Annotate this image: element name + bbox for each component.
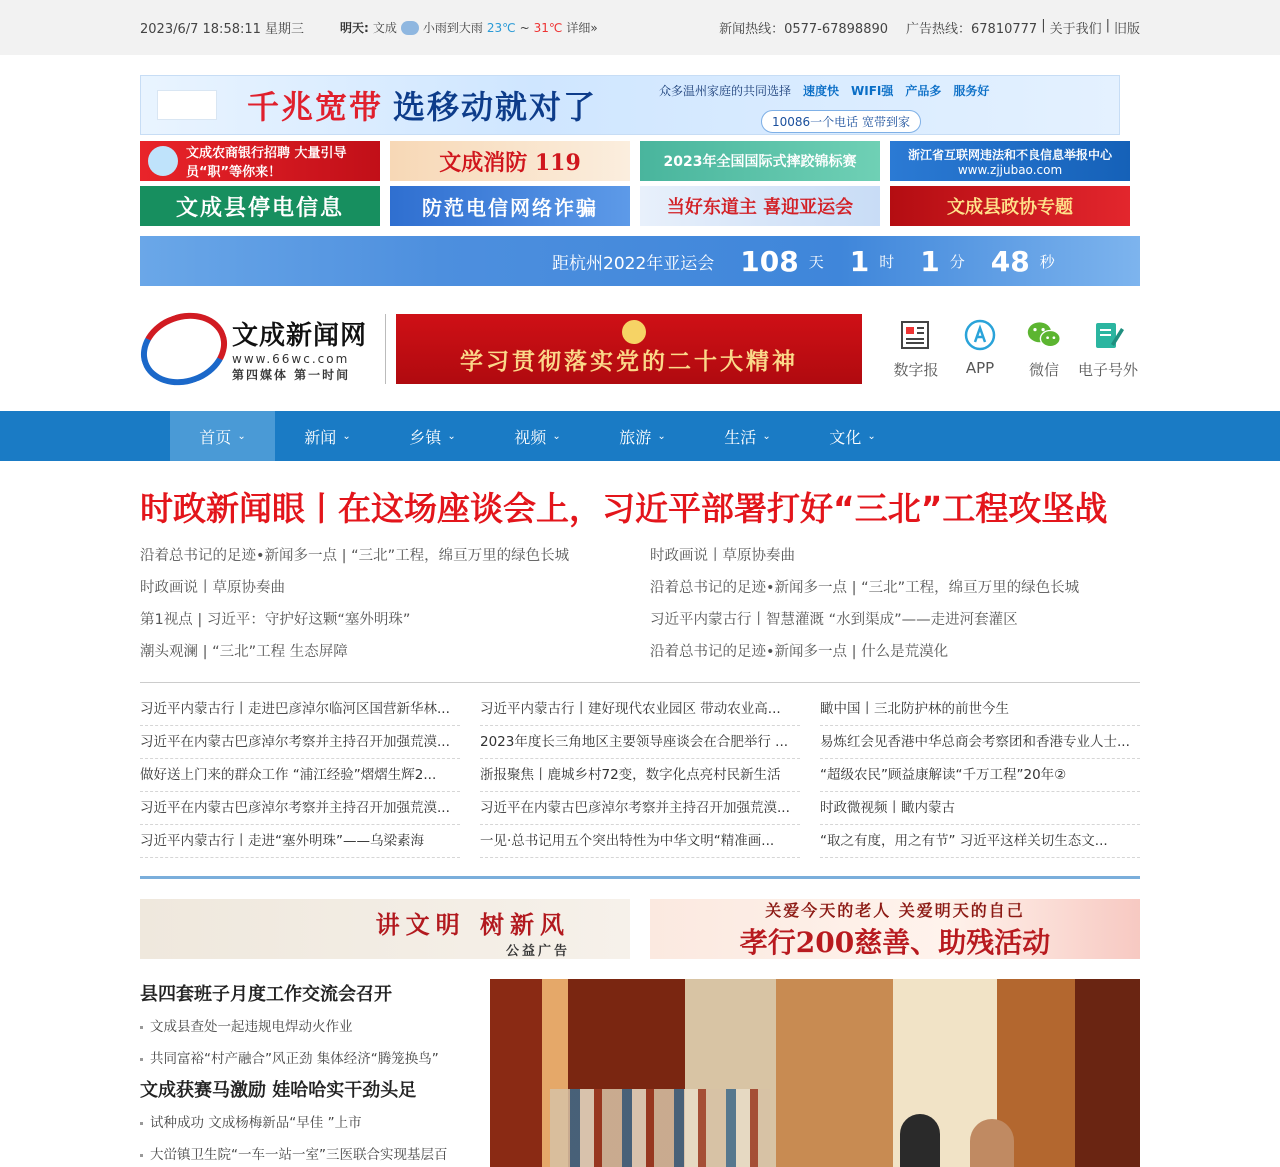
news-item[interactable]: “取之有度，用之有节” 习近平这样关切生态文... [820,825,1140,858]
local-news-list [140,979,490,1167]
countdown-minutes: 1 [920,244,940,278]
news-item[interactable]: 习近平在内蒙古巴彦淖尔考察并主持召开加强荒漠... [480,792,800,825]
news-item[interactable]: 时政微视频丨瞰内蒙古 [820,792,1140,825]
sub-link[interactable]: 沿着总书记的足迹•新闻多一点 | 什么是荒漠化 [650,644,949,660]
app-link-app[interactable] [948,317,1012,380]
civility-ad[interactable] [140,899,630,959]
sub-link[interactable]: 潮头观澜 | “三北”工程 生态屏障 [140,644,348,660]
china-mobile-logo [157,90,217,120]
old-version-link[interactable]: 旧版 [1113,22,1140,37]
local-news-title[interactable]: 文成获赛马激励 娃哈哈实干劲头足 [140,1080,417,1101]
tile-fire-119[interactable]: 文成消防 119 [390,141,630,181]
sub-link[interactable]: 第1视点 | 习近平：守护好这颗“塞外明珠” [140,612,411,628]
weather-more-link[interactable]: 详细» [566,21,598,35]
promo-tiles [140,141,1140,226]
banner-side-text [659,82,989,99]
news-item[interactable]: 瞰中国丨三北防护林的前世今生 [820,693,1140,726]
app-label: 电子号外 [1078,361,1139,379]
party-banner-text: 学习贯彻落实党的二十大精神 [459,348,798,375]
news-item[interactable]: 习近平在内蒙古巴彦淖尔考察并主持召开加强荒漠... [140,792,460,825]
chevron-down-icon: ⌄ [762,430,771,442]
chevron-down-icon: ⌄ [867,430,876,442]
divider [385,314,386,384]
edit-doc-icon [1090,317,1126,353]
chevron-down-icon: ⌄ [237,430,246,442]
news-hotline: 新闻热线：0577-67898890 [719,22,889,37]
main-nav [0,411,1280,461]
current-datetime: 2023/6/7 18:58:11 星期三 [140,22,305,37]
app-label: 数字报 [893,361,939,379]
asian-games-countdown [140,236,1140,286]
chevron-down-icon: ⌄ [447,430,456,442]
banner-side-item: 众多温州家庭的共同选择 [659,84,792,98]
site-name: 文成新闻网 [232,320,368,351]
nav-news[interactable] [275,411,380,461]
separator: | [1105,18,1110,33]
sub-link[interactable]: 沿着总书记的足迹•新闻多一点 | “三北”工程，绵亘万里的绿色长城 [650,580,1080,596]
civility-ad-sub: 公益广告 [505,944,570,959]
weather-city: 文成 [372,21,397,35]
banner-hotline: 10086一个电话 宽带到家 [761,110,921,133]
tile-asian-games[interactable]: 当好东道主 喜迎亚运会 [640,186,880,226]
countdown-minutes-unit: 分 [949,252,965,271]
charity-ad[interactable] [650,899,1140,959]
newspaper-icon [898,317,934,353]
news-item[interactable]: 习近平内蒙古行丨建好现代农业园区 带动农业高... [480,693,800,726]
local-news-section [140,979,1140,1167]
news-item[interactable]: 一见·总书记用五个突出特性为中华文明“精准画... [480,825,800,858]
app-store-icon [962,317,998,353]
tile-report-center[interactable] [890,141,1130,181]
about-link[interactable]: 关于我们 [1049,22,1102,37]
weather-prefix: 明天: [340,21,369,35]
party-study-banner[interactable] [396,314,862,384]
nav-culture[interactable] [800,411,905,461]
party-emblem-icon [622,320,646,344]
wechat-icon [1026,317,1062,353]
charity-ad-top: 关爱今天的老人 关爱明天的自己 [765,900,1025,920]
news-item[interactable]: “超级农民”顾益康解读“千万工程”20年② [820,759,1140,792]
nav-travel[interactable] [590,411,695,461]
ad-hotline: 广告热线：67810777 [906,22,1038,37]
banner-side-item: 产品多 [905,84,942,98]
news-item[interactable]: 做好送上门来的群众工作 “浦江经验”熠熠生辉2... [140,759,460,792]
tile-anti-fraud[interactable]: 防范电信网络诈骗 [390,186,630,226]
news-item[interactable]: 2023年度长三角地区主要领导座谈会在合肥举行 ... [480,726,800,759]
site-logo[interactable] [140,314,383,384]
app-link-extra[interactable] [1076,317,1140,380]
app-label: 微信 [1029,361,1060,379]
top-bar [0,0,1280,55]
countdown-days-unit: 天 [808,252,824,271]
ad-row [140,899,1140,959]
tile-report-url: www.zjjubao.com [957,162,1063,177]
countdown-seconds: 48 [990,244,1030,278]
photo-person [970,1119,1014,1167]
tile-report-title: 浙江省互联网违法和不良信息举报中心 [907,147,1112,162]
app-links [884,317,1140,380]
countdown-seconds-unit: 秒 [1039,252,1055,271]
chevron-down-icon: ⌄ [657,430,666,442]
banner-slogan-red: 千兆宽带 [247,88,384,126]
hotlines [719,18,1140,37]
nav-label: 新闻 [304,427,337,447]
civility-ad-title: 讲文明 树新风 [375,910,570,939]
nav-label: 旅游 [619,427,652,447]
tile-bank-recruit[interactable]: 文成农商银行招聘 大量引导员“职”等你来！ [140,141,380,181]
tile-wrestling[interactable]: 2023年全国国际式摔跤锦标赛 [640,141,880,181]
photo-bookshelf [550,1089,770,1167]
photo-person [900,1114,940,1167]
temp-sep: ~ [519,20,530,35]
nav-towns[interactable] [380,411,485,461]
site-header [140,286,1140,411]
site-url: www.66wc.com [232,351,350,366]
news-item[interactable]: 习近平在内蒙古巴彦淖尔考察并主持召开加强荒漠... [140,726,460,759]
charity-ad-title: 孝行200慈善、助残活动 [739,925,1051,959]
app-label: APP [965,359,995,377]
nav-label: 首页 [199,427,232,447]
news-item[interactable]: 习近平内蒙古行丨走进巴彦淖尔临河区国营新华林... [140,693,460,726]
sub-link[interactable]: 沿着总书记的足迹•新闻多一点 | “三北”工程，绵亘万里的绿色长城 [140,548,570,564]
countdown-label: 距杭州2022年亚运会 [552,253,715,274]
weather-widget [340,19,598,36]
sub-link[interactable]: 时政画说丨草原协奏曲 [140,580,285,596]
tile-cppcc[interactable]: 文成县政协专题 [890,186,1130,226]
tile-power-outage[interactable]: 文成县停电信息 [140,186,380,226]
site-logo-text [232,315,367,383]
nav-label: 文化 [829,427,862,447]
nav-label: 视频 [514,427,547,447]
local-news-item[interactable]: 大峃镇卫生院“一车一站一室”三医联合实现基层百 [150,1147,448,1163]
nav-home[interactable] [170,411,275,461]
headline-sub-links [140,540,1140,668]
countdown-hours-unit: 时 [879,252,895,271]
rain-cloud-icon [401,21,419,35]
headline-link[interactable]: 时政新闻眼丨在这场座谈会上，习近平部署打好“三北”工程攻坚战 [140,489,1108,528]
nav-label: 生活 [724,427,757,447]
banner-side-item: WIFI强 [851,84,894,98]
temp-high: 31℃ [533,20,563,35]
banner-side-item: 服务好 [953,84,990,98]
divider [140,876,1140,879]
chevron-down-icon: ⌄ [342,430,351,442]
broadband-ad-banner[interactable] [140,75,1120,135]
app-link-wechat[interactable] [1012,317,1076,380]
featured-photo[interactable] [490,979,1140,1167]
nav-life[interactable] [695,411,800,461]
divider [140,682,1140,683]
countdown-hours: 1 [849,244,870,278]
news-item[interactable]: 习近平内蒙古行丨走进“塞外明珠”——乌梁素海 [140,825,460,858]
countdown-days: 108 [740,244,799,278]
news-item[interactable]: 易炼红会见香港中华总商会考察团和香港专业人士... [820,726,1140,759]
sub-link[interactable]: 习近平内蒙古行丨智慧灌溉 “水到渠成”——走进河套灌区 [650,612,1018,628]
news-item[interactable]: 浙报聚焦丨鹿城乡村72变，数字化点亮村民新生活 [480,759,800,792]
banner-side-item: 速度快 [803,84,840,98]
separator: | [1041,18,1046,33]
site-slogan: 第四媒体 第一时间 [232,367,351,382]
nav-video[interactable] [485,411,590,461]
local-news-title[interactable]: 县四套班子月度工作交流会召开 [140,984,392,1005]
app-link-digital-paper[interactable] [884,317,948,380]
news-list-grid [140,693,1140,858]
local-news-item[interactable]: 试种成功 文成杨梅新品“早佳 ”上市 [150,1115,362,1131]
banner-slogan-blue: 选移动就对了 [393,88,598,126]
weather-desc: 小雨到大雨 [422,21,483,35]
nav-label: 乡镇 [409,427,442,447]
site-logo-mark [131,301,238,397]
local-news-item[interactable]: 共同富裕“村产融合”风正劲 集体经济“腾笼换鸟” [150,1051,439,1067]
temp-low: 23℃ [486,20,516,35]
local-news-item[interactable]: 文成县查处一起违规电焊动火作业 [150,1019,353,1035]
sub-link[interactable]: 时政画说丨草原协奏曲 [650,548,795,564]
chevron-down-icon: ⌄ [552,430,561,442]
